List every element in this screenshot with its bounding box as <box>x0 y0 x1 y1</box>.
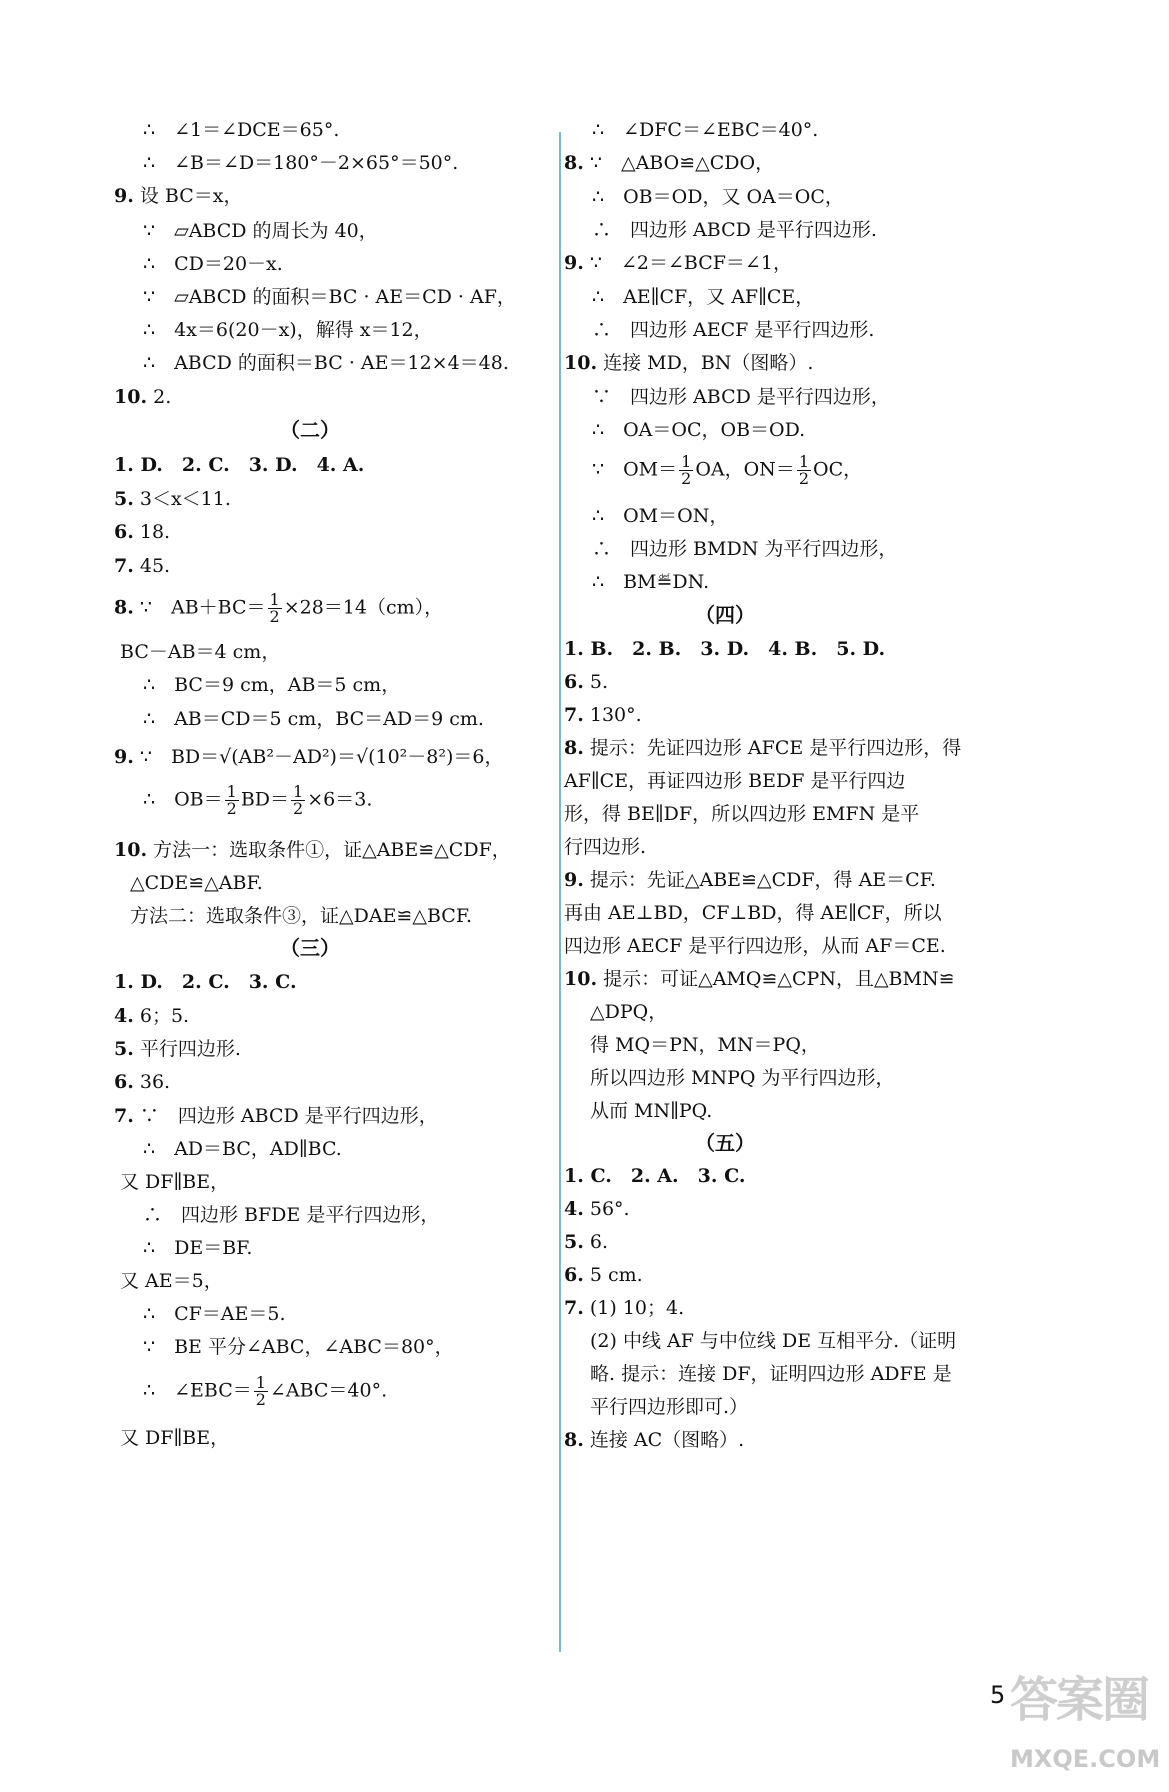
q-text: 130°. <box>583 704 642 726</box>
left-line-6: ∴ 4x＝6(20－x)，解得 x＝12， <box>143 319 433 341</box>
section-heading-4: （四） <box>695 603 755 627</box>
right-line-22 <box>564 867 936 893</box>
right-line-20: 形，得 BE∥DF，所以四边形 EMFN 是平 <box>564 803 920 825</box>
right-line-16 <box>564 669 608 695</box>
right-line-26: △DPQ， <box>590 1001 668 1023</box>
right-line-29: 从而 MN∥PQ. <box>590 1100 713 1122</box>
section-heading-3: （三） <box>280 936 340 960</box>
left-line-16: ∴ BC＝9 cm，AB＝5 cm， <box>143 674 401 696</box>
right-line-3: ∴ 四边形 ABCD 是平行四边形. <box>592 219 877 241</box>
q-text: ∵ ∠2＝∠BCF＝∠1， <box>583 252 792 274</box>
right-line-39 <box>564 1427 744 1453</box>
q-text-tail: ∠ABC＝40°. <box>269 1379 388 1402</box>
q-text: 连接 MD，BN（图略）. <box>597 352 814 374</box>
right-line-28: 所以四边形 MNPQ 为平行四边形， <box>590 1067 895 1089</box>
q-number: 7. <box>564 704 584 726</box>
q-number: 10. <box>114 839 148 861</box>
q-text: 提示：先证△ABE≌△CDF，得 AE＝CF. <box>583 869 936 891</box>
section-heading-5: （五） <box>695 1131 755 1155</box>
q-text: ∴ OB＝ <box>143 788 223 811</box>
q-text: ∵ OM＝ <box>592 458 678 481</box>
fraction: $\frac{1}{2}$ <box>293 782 304 818</box>
left-line-33: 又 AE＝5， <box>120 1270 223 1292</box>
left-line-31: ∴ 四边形 BFDE 是平行四边形， <box>143 1204 440 1226</box>
right-line-11: ∴ OM＝ON， <box>592 505 729 527</box>
left-line-11 <box>114 486 231 512</box>
right-line-33 <box>564 1229 608 1255</box>
page-number: 5 <box>990 1681 1006 1709</box>
right-line-25 <box>564 966 955 992</box>
fraction: $\frac{1}{2}$ <box>226 782 237 818</box>
left-line-36 <box>143 1375 387 1408</box>
q-text: 36. <box>133 1071 171 1093</box>
right-line-9: ∴ OA＝OC，OB＝OD. <box>592 419 806 441</box>
watermark-text: 答案圈 <box>1010 1672 1149 1728</box>
fraction: $\frac{1}{2}$ <box>269 590 280 626</box>
right-line-31: 1. C. 2. A. 3. C. <box>564 1165 746 1187</box>
q-number: 6. <box>114 521 134 543</box>
left-line-3: ∵ ▱ABCD 的周长为 40， <box>143 220 378 242</box>
left-line-5: ∵ ▱ABCD 的面积＝BC · AE＝CD · AF， <box>143 286 516 308</box>
q-text: 3＜x＜11. <box>133 488 231 510</box>
right-line-24: 四边形 AECF 是平行四边形，从而 AF＝CE. <box>564 935 946 957</box>
left-line-24: 1. D. 2. C. 3. C. <box>114 971 297 993</box>
left-line-19 <box>143 784 372 817</box>
q-text: 18. <box>133 521 171 543</box>
right-line-21: 行四边形. <box>564 836 647 858</box>
right-line-35 <box>564 1295 684 1321</box>
right-line-1 <box>564 150 774 176</box>
q-number: 7. <box>114 1105 134 1127</box>
q-number: 8. <box>564 152 584 174</box>
right-line-7 <box>564 350 813 376</box>
left-line-27 <box>114 1069 170 1095</box>
q-number: 4. <box>114 1005 134 1027</box>
right-line-37: 略. 提示：连接 DF，证明四边形 ADFE 是 <box>590 1363 952 1385</box>
right-line-34 <box>564 1262 643 1288</box>
q-number: 6. <box>564 1264 584 1286</box>
right-line-36: (2) 中线 AF 与中位线 DE 互相平分.（证明 <box>590 1330 957 1352</box>
q-text: 提示：可证△AMQ≌△CPN，且△BMN≌ <box>597 968 955 990</box>
q-number: 9. <box>564 252 584 274</box>
q-number: 5. <box>114 1038 134 1060</box>
right-line-13: ∴ BM≝DN. <box>592 571 710 593</box>
left-line-18 <box>114 744 504 770</box>
fraction: $\frac{1}{2}$ <box>681 452 692 488</box>
q-number: 9. <box>114 746 134 768</box>
left-line-7: ∴ ABCD 的面积＝BC · AE＝12×4＝48. <box>143 352 509 374</box>
q-text-mid: OA，ON＝ <box>695 458 795 481</box>
q-number: 5. <box>114 488 134 510</box>
left-line-32: ∴ DE＝BF. <box>143 1237 253 1259</box>
q-text-tail: OC， <box>813 458 863 481</box>
left-line-8 <box>114 384 171 410</box>
left-line-12 <box>114 519 170 545</box>
right-line-38: 平行四边形即可.） <box>590 1396 749 1418</box>
right-line-32 <box>564 1196 630 1222</box>
right-line-18 <box>564 735 961 761</box>
q-number: 10. <box>564 352 598 374</box>
section-heading-2: （二） <box>280 418 340 442</box>
q-text: 平行四边形. <box>133 1038 241 1060</box>
q-text: 5. <box>583 671 609 693</box>
q-text: 设 BC＝x， <box>133 185 243 207</box>
left-line-2 <box>114 183 243 209</box>
q-text: 6；5. <box>133 1005 190 1027</box>
left-line-1: ∴ ∠B＝∠D＝180°－2×65°＝50°. <box>143 152 459 174</box>
q-text: (1) 10；4. <box>583 1297 685 1319</box>
q-number: 10. <box>114 386 148 408</box>
q-text: 56°. <box>583 1198 630 1220</box>
right-line-4 <box>564 250 792 276</box>
q-number: 8. <box>564 737 584 759</box>
q-text-tail: ×28＝14（cm）， <box>283 596 444 619</box>
left-line-10: 1. D. 2. C. 3. D. 4. A. <box>114 454 365 476</box>
left-line-14 <box>114 592 443 625</box>
left-line-30: 又 DF∥BE， <box>120 1171 230 1193</box>
left-line-22: 方法二：选取条件③，证△DAE≌△BCF. <box>130 905 473 927</box>
right-line-6: ∴ 四边形 AECF 是平行四边形. <box>592 319 875 341</box>
fraction: $\frac{1}{2}$ <box>798 452 809 488</box>
right-line-0: ∴ ∠DFC＝∠EBC＝40°. <box>592 119 819 141</box>
q-text: 5 cm. <box>583 1264 643 1286</box>
q-number: 4. <box>564 1198 584 1220</box>
column-divider <box>559 132 561 1652</box>
q-number: 9. <box>114 185 134 207</box>
left-line-34: ∴ CF＝AE＝5. <box>143 1303 286 1325</box>
q-number: 6. <box>114 1071 134 1093</box>
right-line-23: 再由 AE⊥BD，CF⊥BD，得 AE∥CF，所以 <box>564 902 942 924</box>
q-text: ∵ AB＋BC＝ <box>139 596 266 619</box>
q-number: 6. <box>564 671 584 693</box>
q-text: ∵ △ABO≌△CDO， <box>583 152 775 174</box>
left-line-4: ∴ CD＝20－x. <box>143 253 283 275</box>
left-line-37: 又 DF∥BE， <box>120 1427 230 1449</box>
right-line-2: ∴ OB＝OD，又 OA＝OC， <box>592 186 844 208</box>
right-line-12: ∴ 四边形 BMDN 为平行四边形， <box>592 538 898 560</box>
q-text: ∴ ∠EBC＝ <box>143 1379 252 1402</box>
q-number: 5. <box>564 1231 584 1253</box>
q-number: 7. <box>114 555 134 577</box>
right-line-17 <box>564 702 642 728</box>
q-number: 10. <box>564 968 598 990</box>
left-line-28 <box>114 1103 438 1129</box>
right-line-19: AF∥CE，再证四边形 BEDF 是平行四边 <box>564 770 906 792</box>
q-number: 9. <box>564 869 584 891</box>
left-line-35: ∵ BE 平分∠ABC，∠ABC＝80°， <box>143 1336 454 1358</box>
right-line-10 <box>592 454 862 487</box>
q-text: ∵ BD＝√(AB²－AD²)＝√(10²－8²)＝6， <box>133 746 504 768</box>
right-line-15: 1. B. 2. B. 3. D. 4. B. 5. D. <box>564 638 886 660</box>
q-text: 方法一：选取条件①，证△ABE≌△CDF， <box>147 839 511 861</box>
left-line-20 <box>114 837 511 863</box>
q-text: 提示：先证四边形 AFCE 是平行四边形，得 <box>583 737 962 759</box>
q-number: 7. <box>564 1297 584 1319</box>
q-text: 6. <box>583 1231 609 1253</box>
q-text: ∵ 四边形 ABCD 是平行四边形， <box>133 1105 438 1127</box>
watermark-logo <box>1010 1672 1160 1782</box>
q-text-tail: ×6＝3. <box>307 788 373 811</box>
left-line-0: ∴ ∠1＝∠DCE＝65°. <box>143 119 340 141</box>
right-line-27: 得 MQ＝PN，MN＝PQ， <box>590 1034 820 1056</box>
left-line-21: △CDE≌△ABF. <box>130 872 263 894</box>
left-line-13 <box>114 553 170 579</box>
left-line-25 <box>114 1003 189 1029</box>
left-line-17: ∴ AB＝CD＝5 cm，BC＝AD＝9 cm. <box>143 708 484 730</box>
fraction: $\frac{1}{2}$ <box>255 1373 266 1409</box>
q-text: 2. <box>147 386 172 408</box>
q-number: 8. <box>564 1429 584 1451</box>
q-text: 45. <box>133 555 171 577</box>
watermark-url: MXQE.COM <box>1010 1745 1161 1773</box>
left-line-15: BC－AB＝4 cm， <box>120 641 281 663</box>
q-number: 8. <box>114 596 134 619</box>
q-text-mid: BD＝ <box>240 788 290 811</box>
left-line-29: ∴ AD＝BC，AD∥BC. <box>143 1138 342 1160</box>
left-line-26 <box>114 1036 241 1062</box>
right-line-8: ∵ 四边形 ABCD 是平行四边形， <box>592 386 890 408</box>
right-line-5: ∴ AE∥CF，又 AF∥CE， <box>592 286 815 308</box>
q-text: 连接 AC（图略）. <box>583 1429 745 1451</box>
